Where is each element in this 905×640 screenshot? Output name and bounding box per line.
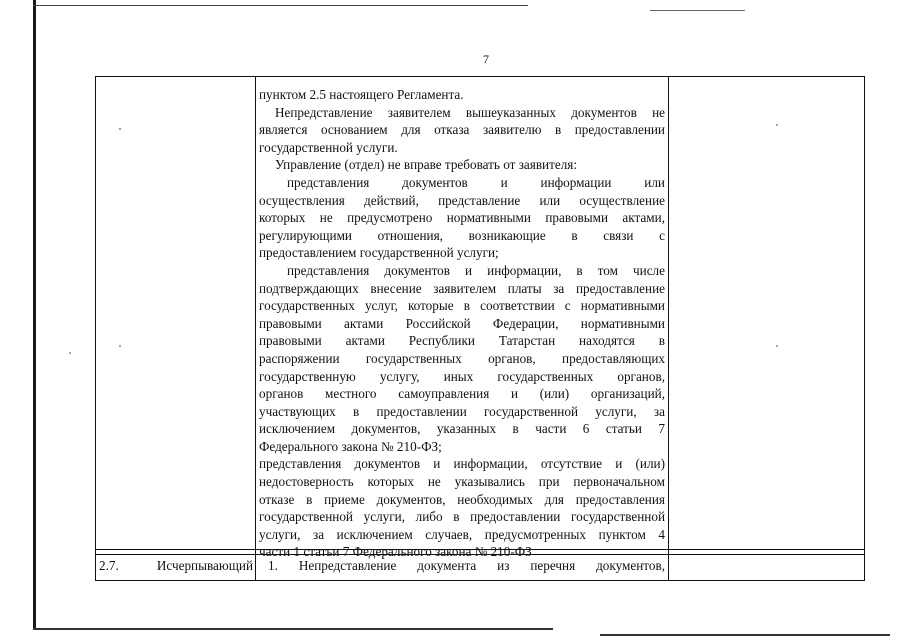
- text-line: осуществления действий, представление или осуществление: [259, 192, 665, 208]
- text-line: отказе в приеме документов, необходимых для предоставления: [259, 491, 665, 507]
- scan-edge-top-fragment: [650, 10, 745, 11]
- table-top-border: [95, 76, 865, 77]
- text-line: недостоверность которых не указывались при первоначальном: [259, 474, 665, 490]
- text-line: государственную услугу, иных государственных органов,: [259, 368, 665, 384]
- text-line: пунктом 2.5 настоящего Регламента.: [259, 87, 464, 102]
- text-line: Непредставление заявителем вышеуказанных документов не: [275, 104, 665, 120]
- text-line: исключением документов, указанных в части 6 статьи 7: [259, 421, 665, 437]
- scan-speck: [119, 128, 121, 130]
- scan-edge-left: [33, 0, 36, 628]
- page-number: 7: [483, 52, 489, 66]
- scan-speck: [776, 124, 778, 126]
- text-line: государственных услуг, которые в соответствии с нормативными: [259, 298, 665, 314]
- scan-edge-bottom: [33, 628, 553, 630]
- scan-speck: [776, 345, 778, 347]
- table-cell-item-text: 1. Непредставление документа из перечня документов,: [268, 558, 665, 573]
- scan-edge-bottom-fragment: [600, 634, 890, 636]
- table-column-border-left: [95, 76, 96, 580]
- table-column-border: [668, 76, 669, 580]
- text-line: представления документов и информации, в том числе: [287, 262, 665, 278]
- table-bottom-border: [95, 580, 865, 581]
- text-line: распоряжении государственных органов, предоставляющих: [259, 350, 665, 366]
- scan-speck: [119, 345, 121, 347]
- text-line: органов местного самоуправления и (или) организаций,: [259, 386, 665, 402]
- scan-speck: [69, 352, 71, 354]
- text-line: представления документов и информации, отсутствие и (или): [259, 456, 665, 472]
- text-line: регулирующими отношения, возникающие в связи с: [259, 227, 665, 243]
- text-line: государственной услуги, либо в предоставлении государственной: [259, 509, 665, 525]
- text-line: Федерального закона № 210-ФЗ;: [259, 438, 442, 454]
- table-cell-description: [259, 86, 665, 561]
- text-line: государственной услуги.: [259, 139, 398, 155]
- table-column-border-right: [864, 76, 865, 580]
- text-line: правовыми актами Республики Татарстан находятся в: [259, 333, 665, 349]
- text-line: представления документов и информации или: [287, 174, 665, 190]
- text-line: является основанием для отказа заявителю в предоставлении: [259, 122, 665, 138]
- table-column-border: [255, 76, 256, 580]
- text-line: предоставлением государственной услуги;: [259, 245, 499, 261]
- text-line: части 1 статьи 7 Федерального закона № 210-ФЗ: [259, 544, 532, 560]
- text-line: подтверждающих внесение заявителем платы за предоставление: [259, 280, 665, 296]
- scan-edge-top: [33, 5, 528, 6]
- table-cell-item-name: Исчерпывающий: [156, 558, 253, 573]
- text-line: услуги, за исключением случаев, предусмотренных пунктом 4: [259, 526, 665, 542]
- text-line: Управление (отдел) не вправе требовать от заявителя:: [275, 157, 578, 173]
- text-line: правовыми актами Российской Федерации, нормативными: [259, 315, 665, 331]
- text-line: которых не предусмотрено нормативными правовыми актами,: [259, 210, 665, 226]
- text-line: участвующих в предоставлении государственной услуги, за: [259, 403, 665, 419]
- table-cell-item-number: 2.7.: [99, 558, 119, 573]
